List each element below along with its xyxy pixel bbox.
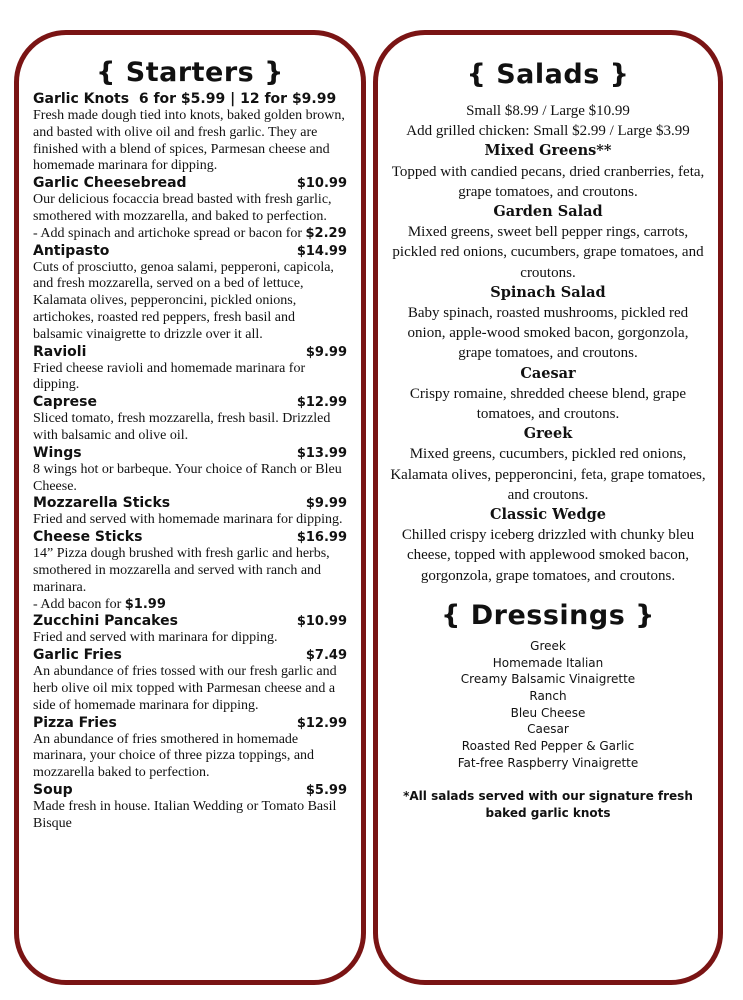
starter-item-name: Ravioli	[33, 343, 87, 360]
starter-item-name: Mozzarella Sticks	[33, 495, 171, 512]
starter-item-description: Cuts of prosciutto, genoa salami, pepperoni, capicola, and fresh mozzarella, served on a bed of lettuce, Kalamata olives, pepperoncini, pickled onions, artichokes, roasted red peppers, fresh basil and balsamic vinaigrette to drizzle over it all.	[33, 259, 334, 342]
dressing-item: Fat-free Raspberry Vinaigrette	[457, 755, 639, 770]
salad-items	[390, 141, 706, 585]
starter-item-description: Fried and served with marinara for dipping.	[33, 630, 278, 646]
salad-item-description: Baby spinach, roasted mushrooms, pickled red onion, apple-wood smoked bacon, gorgonzola, grape tomatoes, and croutons.	[407, 305, 689, 362]
starter-item-addon-text: - Add bacon for	[33, 596, 122, 612]
starter-item-price: $12.99	[296, 395, 347, 411]
salad-pricing: Small $8.99 / Large $10.99	[466, 103, 630, 119]
starter-item-price: $7.49	[305, 648, 347, 664]
starter-item-heading	[33, 529, 347, 546]
starter-item-description: An abundance of fries tossed with our fresh garlic and herb olive oil mix topped with Parmesan cheese and a side of homemade marinara for dipping.	[33, 664, 337, 713]
starter-item-heading	[33, 175, 347, 192]
starter-items	[33, 175, 347, 832]
dressing-item: Homemade Italian	[492, 655, 604, 670]
starter-item-heading	[33, 715, 347, 732]
garlic-knots-heading	[33, 91, 347, 108]
starter-item-heading	[33, 394, 347, 411]
starter-item-name: Soup	[33, 781, 73, 798]
salad-item-name: Caesar	[520, 364, 576, 382]
starter-item-name: Wings	[33, 444, 82, 461]
dressing-item: Creamy Balsamic Vinaigrette	[460, 672, 636, 687]
starter-item-name: Cheese Sticks	[33, 529, 143, 546]
garlic-knots-name: Garlic Knots	[33, 91, 130, 107]
starter-item-heading	[33, 647, 347, 664]
starters-panel	[14, 30, 366, 985]
garlic-knots-option-12: 12 for $9.99	[240, 91, 337, 107]
salad-item-name: Classic Wedge	[490, 506, 606, 524]
starter-item-price: $16.99	[296, 530, 347, 546]
starter-item-heading	[33, 445, 347, 462]
salad-item-name: Spinach Salad	[490, 283, 606, 301]
salads-panel	[373, 30, 723, 985]
starter-item-addon-price: $1.99	[124, 596, 166, 612]
dressing-item: Ranch	[529, 688, 567, 703]
dressing-item: Bleu Cheese	[510, 705, 586, 720]
dressing-item: Caesar	[527, 722, 569, 737]
starter-item-heading	[33, 613, 347, 630]
starter-item-addon	[33, 226, 347, 243]
starter-item-name: Caprese	[33, 394, 97, 411]
starter-item-price: $9.99	[305, 344, 347, 360]
starter-item-heading	[33, 782, 347, 799]
starter-item-addon-price: $2.29	[305, 225, 347, 241]
starter-item-price: $10.99	[296, 614, 347, 630]
garlic-knots-separator: |	[230, 91, 236, 107]
garlic-knots-description: Fresh made dough tied into knots, baked golden brown, and basted with olive oil and fresh garlic. They are finished with a blend of spices, Parmesan cheese and homemade marinara for dipping.	[33, 108, 345, 174]
salads-footnote: *All salads served with our signature fresh baked garlic knots	[403, 788, 693, 820]
starter-item-name: Zucchini Pancakes	[33, 613, 178, 630]
salad-item-description: Mixed greens, sweet bell pepper rings, carrots, pickled red onions, cucumbers, grape tomatoes, and croutons.	[392, 224, 704, 281]
starter-item-description: Fried and served with homemade marinara for dipping.	[33, 512, 343, 528]
starter-item-price: $12.99	[296, 715, 347, 731]
garlic-knots-option-6: 6 for $5.99	[138, 91, 226, 107]
starter-item-description: Fried cheese ravioli and homemade marinara for dipping.	[33, 360, 306, 393]
starter-item-price: $14.99	[296, 243, 347, 259]
starter-item-addon-text: - Add spinach and artichoke spread or bacon for	[33, 225, 303, 241]
salad-item-description: Mixed greens, cucumbers, pickled red onions, Kalamata olives, pepperoncini, feta, grape tomatoes, and croutons.	[390, 446, 706, 503]
starter-item-price: $9.99	[305, 496, 347, 512]
starter-item-name: Garlic Cheesebread	[33, 175, 187, 192]
salad-item-name: Greek	[523, 425, 573, 443]
starter-item-name: Garlic Fries	[33, 647, 122, 664]
starter-item-description: 8 wings hot or barbeque. Your choice of Ranch or Bleu Cheese.	[33, 461, 342, 494]
starter-item-description: An abundance of fries smothered in homemade marinara, your choice of three pizza toppings, and mozzarella baked to perfection.	[33, 731, 315, 781]
salad-item-description: Crispy romaine, shredded cheese blend, grape tomatoes, and croutons.	[409, 385, 687, 423]
dressing-item: Greek	[530, 638, 566, 653]
salad-chicken-addon: Add grilled chicken: Small $2.99 / Large $3.99	[406, 123, 690, 140]
starter-item-description: Made fresh in house. Italian Wedding or Tomato Basil Bisque	[33, 798, 337, 831]
salad-item-description: Topped with candied pecans, dried cranberries, feta, grape tomatoes, and croutons.	[391, 163, 705, 200]
dressings-title: { Dressings }	[441, 599, 655, 631]
starter-item-heading	[33, 344, 347, 361]
starter-item-description: Sliced tomato, fresh mozzarella, fresh basil. Drizzled with balsamic and olive oil.	[33, 411, 331, 443]
starter-item-heading	[33, 495, 347, 512]
starters-title: { Starters }	[96, 57, 284, 88]
starter-item-price: $5.99	[305, 782, 347, 798]
salads-title: { Salads }	[466, 59, 630, 90]
salad-item-name: Garden Salad	[493, 203, 603, 221]
salad-item-name: Mixed Greens**	[484, 142, 612, 160]
starter-item-name: Antipasto	[33, 242, 110, 259]
starter-item-heading	[33, 243, 347, 260]
starter-item-name: Pizza Fries	[33, 714, 117, 731]
salads-list	[378, 101, 718, 586]
starter-item-price: $10.99	[296, 176, 347, 192]
starter-item-price: $13.99	[296, 445, 347, 461]
starters-list	[19, 91, 361, 833]
salad-item-description: Chilled crispy iceberg drizzled with chunky bleu cheese, topped with applewood smoked bacon, gorgonzola, grape tomatoes, and croutons.	[401, 527, 695, 584]
starter-item-description: Our delicious focaccia bread basted with fresh garlic, smothered with mozzarella, and baked to perfection.	[33, 192, 332, 224]
dressing-item: Roasted Red Pepper & Garlic	[461, 739, 635, 754]
starter-item-description: 14” Pizza dough brushed with fresh garlic and herbs, smothered in mozzarella and served with ranch and marinara.	[33, 546, 330, 595]
dressings-list	[378, 638, 718, 772]
starter-item-addon	[33, 597, 347, 614]
